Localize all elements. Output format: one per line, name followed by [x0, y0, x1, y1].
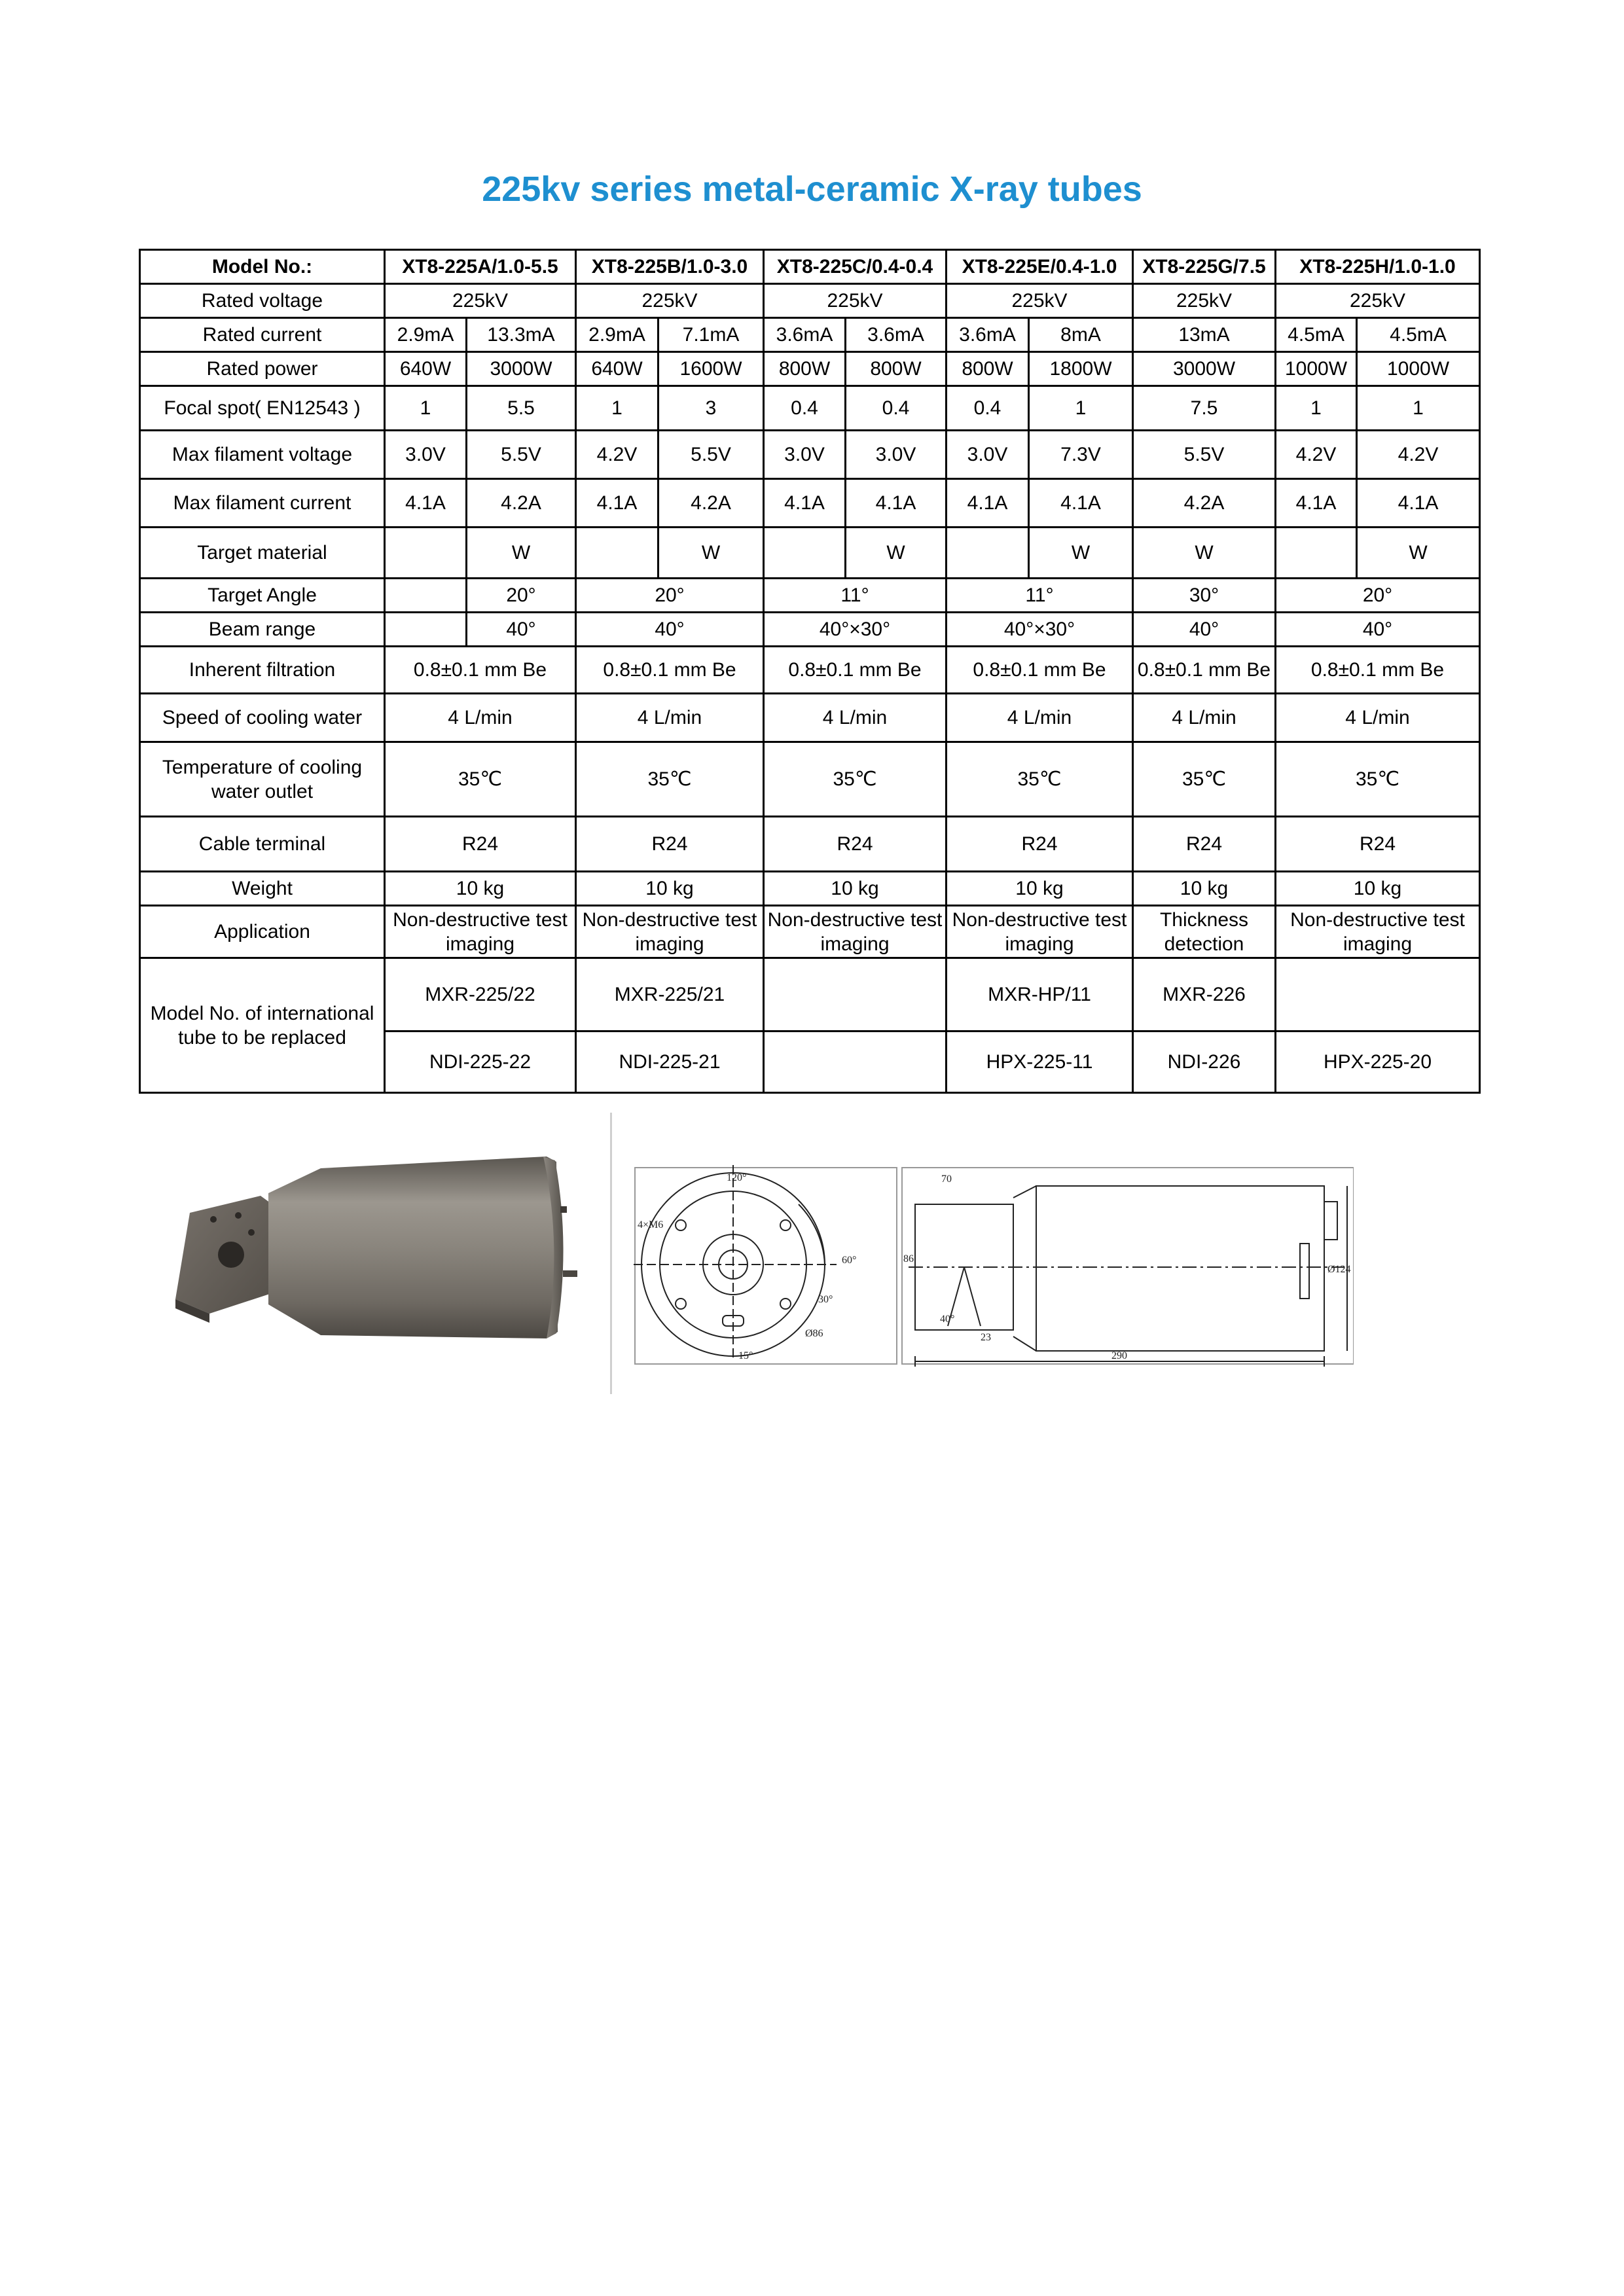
table-cell: 40° [1276, 613, 1480, 647]
table-cell: 13.3mA [467, 318, 576, 352]
row-label: Max filament current [140, 479, 385, 528]
table-cell: 5.5V [467, 431, 576, 479]
table-cell: 225kV [576, 284, 764, 318]
table-row-rated-power [140, 352, 1480, 386]
table-cell: 3000W [1133, 352, 1276, 386]
model-cell: XT8-225C/0.4-0.4 [764, 250, 947, 284]
label-height: 86 [903, 1253, 914, 1265]
table-cell: 11° [947, 579, 1133, 613]
table-cell: 20° [467, 579, 576, 613]
page-title: 225kv series metal-ceramic X-ray tubes [482, 170, 1142, 209]
table-cell [576, 528, 659, 579]
label-diameter: Ø86 [805, 1328, 823, 1339]
table-cell: 4.1A [947, 479, 1029, 528]
table-row-max-filament-voltage [140, 431, 1480, 479]
table-cell: 7.5 [1133, 386, 1276, 431]
table-row-focal-spot [140, 386, 1480, 431]
table-cell: 8mA [1029, 318, 1133, 352]
table-cell: 40° [467, 613, 576, 647]
model-cell: XT8-225B/1.0-3.0 [576, 250, 764, 284]
row-label: Beam range [140, 613, 385, 647]
table-cell: 800W [947, 352, 1029, 386]
table-cell: MXR-225/22 [385, 958, 576, 1031]
table-cell: 3 [659, 386, 764, 431]
table-cell: Non-destructive test imaging [385, 906, 576, 958]
table-cell: 1 [385, 386, 467, 431]
table-row-application [140, 906, 1480, 958]
table-cell: 35℃ [576, 742, 764, 817]
table-row-weight [140, 872, 1480, 906]
table-row-target-material [140, 528, 1480, 579]
table-cell: 3000W [467, 352, 576, 386]
table-cell: R24 [385, 817, 576, 872]
table-cell: 2.9mA [576, 318, 659, 352]
tube-body [268, 1157, 558, 1338]
table-cell: 30° [1133, 579, 1276, 613]
model-cell: XT8-225E/0.4-1.0 [947, 250, 1133, 284]
table-cell: Non-destructive test imaging [947, 906, 1133, 958]
label-total-length: 290 [1111, 1350, 1127, 1361]
table-row-cable-terminal [140, 817, 1480, 872]
model-cell: XT8-225A/1.0-5.5 [385, 250, 576, 284]
table-cell: 4.1A [846, 479, 947, 528]
table-cell: 4.2A [467, 479, 576, 528]
table-cell: R24 [576, 817, 764, 872]
table-cell: W [467, 528, 576, 579]
table-row-cooling-speed [140, 694, 1480, 742]
table-cell: 640W [385, 352, 467, 386]
table-cell: W [659, 528, 764, 579]
label-angle: 60° [842, 1255, 857, 1266]
table-cell: MXR-HP/11 [947, 958, 1133, 1031]
table-cell: 1600W [659, 352, 764, 386]
table-cell: 800W [764, 352, 846, 386]
model-cell: XT8-225H/1.0-1.0 [1276, 250, 1480, 284]
table-cell: 40°×30° [947, 613, 1133, 647]
table-cell: 4 L/min [1276, 694, 1480, 742]
row-label: Model No. of international tube to be replaced [140, 958, 385, 1093]
table-cell: 4.5mA [1357, 318, 1480, 352]
table-cell: 20° [576, 579, 764, 613]
table-cell: 225kV [1133, 284, 1276, 318]
table-cell: NDI-226 [1133, 1031, 1276, 1093]
table-cell: 4 L/min [764, 694, 947, 742]
table-cell: 11° [764, 579, 947, 613]
row-label: Speed of cooling water [140, 694, 385, 742]
table-cell [385, 528, 467, 579]
table-cell: NDI-225-21 [576, 1031, 764, 1093]
label-angle: 30° [818, 1294, 833, 1305]
table-cell: 3.6mA [846, 318, 947, 352]
xray-tube-photo [170, 1142, 615, 1352]
table-cell: 3.6mA [764, 318, 846, 352]
table-cell [1276, 958, 1480, 1031]
table-cell [764, 958, 947, 1031]
table-cell: 35℃ [1133, 742, 1276, 817]
label-diameter: Ø124 [1327, 1264, 1351, 1275]
table-cell [385, 579, 467, 613]
table-cell: 0.8±0.1 mm Be [385, 647, 576, 694]
table-cell: 5.5V [1133, 431, 1276, 479]
table-cell: 3.6mA [947, 318, 1029, 352]
table-cell: 35℃ [385, 742, 576, 817]
table-cell: 10 kg [764, 872, 947, 906]
table-cell [764, 1031, 947, 1093]
row-label: Focal spot( EN12543 ) [140, 386, 385, 431]
table-cell [1276, 528, 1357, 579]
row-label: Cable terminal [140, 817, 385, 872]
table-cell: W [1029, 528, 1133, 579]
model-cell: XT8-225G/7.5 [1133, 250, 1276, 284]
table-cell: 225kV [947, 284, 1133, 318]
table-cell: 40°×30° [764, 613, 947, 647]
label-angle: 120° [727, 1172, 747, 1183]
image-divider [610, 1113, 612, 1394]
table-cell: 4.1A [1029, 479, 1133, 528]
table-cell: 1 [1357, 386, 1480, 431]
label-offset: 23 [981, 1332, 991, 1343]
table-cell: 0.8±0.1 mm Be [1133, 647, 1276, 694]
bolt-hole [235, 1212, 242, 1219]
table-cell: 20° [1276, 579, 1480, 613]
technical-drawing [634, 1165, 1354, 1374]
end-view [634, 1165, 897, 1364]
side-view [902, 1168, 1354, 1367]
table-cell: 0.4 [846, 386, 947, 431]
table-cell: 640W [576, 352, 659, 386]
table-cell: 40° [1133, 613, 1276, 647]
table-cell: 0.8±0.1 mm Be [576, 647, 764, 694]
table-cell: NDI-225-22 [385, 1031, 576, 1093]
bolt-hole [210, 1216, 217, 1223]
table-cell: 40° [576, 613, 764, 647]
header-label: Model No.: [140, 250, 385, 284]
table-cell: W [1357, 528, 1480, 579]
table-cell: 800W [846, 352, 947, 386]
table-cell: R24 [947, 817, 1133, 872]
table-cell: 4.2A [659, 479, 764, 528]
table-row-beam-range [140, 613, 1480, 647]
table-cell: 225kV [764, 284, 947, 318]
row-label: Application [140, 906, 385, 958]
table-cell: 0.4 [947, 386, 1029, 431]
table-cell: 4.2V [1357, 431, 1480, 479]
table-cell: 0.8±0.1 mm Be [1276, 647, 1480, 694]
table-row-rated-voltage [140, 284, 1480, 318]
table-cell: 10 kg [1133, 872, 1276, 906]
row-label: Inherent filtration [140, 647, 385, 694]
table-cell: HPX-225-20 [1276, 1031, 1480, 1093]
table-cell: 4.2V [576, 431, 659, 479]
table-cell [764, 528, 846, 579]
row-label: Temperature of cooling water outlet [140, 742, 385, 817]
table-cell [385, 613, 467, 647]
bolt-hole [248, 1229, 255, 1236]
table-row-header [140, 250, 1480, 284]
table-cell: 4.1A [1276, 479, 1357, 528]
table-cell: 7.1mA [659, 318, 764, 352]
table-cell: 1 [1029, 386, 1133, 431]
table-cell: 1 [576, 386, 659, 431]
row-label: Rated current [140, 318, 385, 352]
block-hole [218, 1242, 244, 1268]
label-thread: 4×M6 [638, 1219, 664, 1230]
row-label: Target material [140, 528, 385, 579]
table-cell: 0.8±0.1 mm Be [947, 647, 1133, 694]
table-cell: Non-destructive test imaging [764, 906, 947, 958]
table-cell: 35℃ [947, 742, 1133, 817]
table-cell: 4 L/min [576, 694, 764, 742]
table-cell: 4 L/min [385, 694, 576, 742]
table-cell: W [1133, 528, 1276, 579]
table-cell: Non-destructive test imaging [1276, 906, 1480, 958]
table-cell: 225kV [1276, 284, 1480, 318]
table-row-replace-1 [140, 958, 1480, 1031]
table-cell: 10 kg [1276, 872, 1480, 906]
table-cell: 10 kg [576, 872, 764, 906]
label-length: 70 [941, 1174, 952, 1185]
table-cell: 10 kg [947, 872, 1133, 906]
table-cell: 4 L/min [947, 694, 1133, 742]
table-cell: 4.1A [764, 479, 846, 528]
table-cell: 3.0V [947, 431, 1029, 479]
label-angle: 15° [738, 1350, 753, 1361]
table-cell: 4.1A [1357, 479, 1480, 528]
table-row-outlet-temperature [140, 742, 1480, 817]
table-cell: 4.2V [1276, 431, 1357, 479]
table-cell: 13mA [1133, 318, 1276, 352]
table-cell: MXR-225/21 [576, 958, 764, 1031]
table-cell: MXR-226 [1133, 958, 1276, 1031]
table-cell: 4 L/min [1133, 694, 1276, 742]
table-cell: 1000W [1357, 352, 1480, 386]
table-cell: W [846, 528, 947, 579]
table-cell: 35℃ [1276, 742, 1480, 817]
table-cell: 2.9mA [385, 318, 467, 352]
table-cell: 3.0V [846, 431, 947, 479]
table-cell: 1 [1276, 386, 1357, 431]
table-cell: 0.8±0.1 mm Be [764, 647, 947, 694]
table-cell: 4.5mA [1276, 318, 1357, 352]
table-cell: 7.3V [1029, 431, 1133, 479]
table-cell: 3.0V [385, 431, 467, 479]
table-cell: 0.4 [764, 386, 846, 431]
row-label: Max filament voltage [140, 431, 385, 479]
cable-connector [563, 1270, 577, 1277]
table-cell: 1800W [1029, 352, 1133, 386]
table-row-max-filament-current [140, 479, 1480, 528]
spec-table [139, 249, 1481, 1094]
table-cell [947, 528, 1029, 579]
row-label: Rated power [140, 352, 385, 386]
table-cell: 3.0V [764, 431, 846, 479]
table-cell: R24 [764, 817, 947, 872]
side-fitting [560, 1206, 567, 1213]
label-angle: 40° [940, 1314, 955, 1325]
table-row-rated-current [140, 318, 1480, 352]
table-cell: R24 [1276, 817, 1480, 872]
table-row-inherent-filtration [140, 647, 1480, 694]
table-row-target-angle [140, 579, 1480, 613]
table-cell: Non-destructive test imaging [576, 906, 764, 958]
table-cell: 5.5V [659, 431, 764, 479]
table-cell: 4.1A [385, 479, 467, 528]
table-cell: 225kV [385, 284, 576, 318]
table-cell: 5.5 [467, 386, 576, 431]
table-cell: 35℃ [764, 742, 947, 817]
table-cell: Thickness detection [1133, 906, 1276, 958]
table-cell: 4.1A [576, 479, 659, 528]
row-label: Target Angle [140, 579, 385, 613]
table-cell: R24 [1133, 817, 1276, 872]
table-cell: 1000W [1276, 352, 1357, 386]
table-cell: HPX-225-11 [947, 1031, 1133, 1093]
table-cell: 10 kg [385, 872, 576, 906]
table-cell: 4.2A [1133, 479, 1276, 528]
row-label: Weight [140, 872, 385, 906]
row-label: Rated voltage [140, 284, 385, 318]
